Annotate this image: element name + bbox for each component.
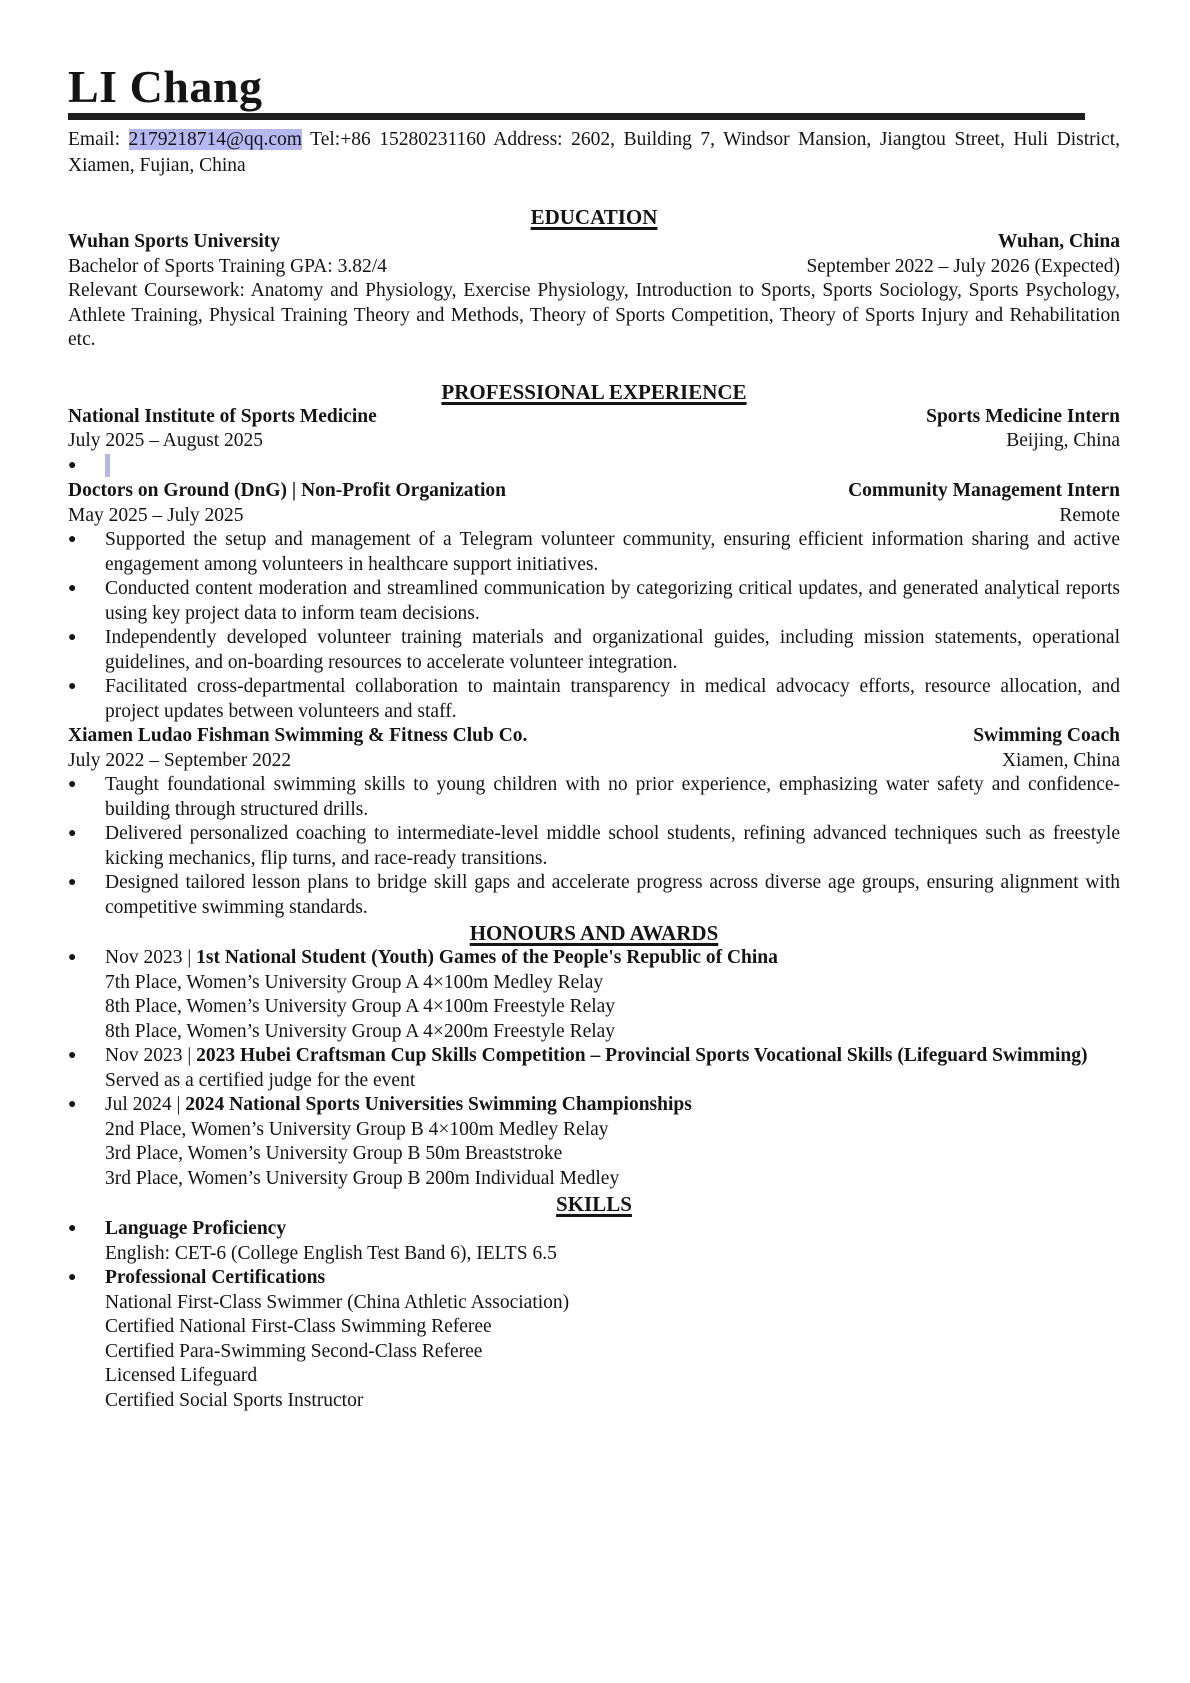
skill-group-title: Language Proficiency xyxy=(105,1218,287,1239)
company-name: National Institute of Sports Medicine xyxy=(68,405,377,427)
award-item xyxy=(68,946,1120,971)
honours-heading-text: HONOURS AND AWARDS xyxy=(469,921,719,945)
bullet-icon: ● xyxy=(68,875,77,890)
skills-section xyxy=(68,1191,1120,1413)
job-dates: July 2025 – August 2025 xyxy=(68,430,264,451)
experience-heading xyxy=(68,379,1120,405)
job-role: Sports Medicine Intern xyxy=(926,405,1120,427)
award-detail: Served as a certified judge for the event xyxy=(105,1069,416,1091)
contact-rest: Tel:+86 15280231160 Address: 2602, Building 7, Windsor Mansion, Jiangtou Street, Huli District, Xiamen, Fujian, China xyxy=(68,129,1120,176)
job-location: Remote xyxy=(1059,504,1120,526)
email-highlighted-text: 2179218714@qq.com xyxy=(128,129,302,150)
skill-line: English: CET-6 (College English Test Band 6), IELTS 6.5 xyxy=(105,1242,557,1264)
job-company-row xyxy=(68,479,1120,504)
experience-heading-text: PROFESSIONAL EXPERIENCE xyxy=(441,379,747,404)
award-detail: 3rd Place, Women’s University Group B 50m Breaststroke xyxy=(105,1143,563,1164)
education-dates: September 2022 – July 2026 (Expected) xyxy=(806,255,1120,277)
bullet-text: Taught foundational swimming skills to young children with no prior experience, emphasizing water safety and confidence-building through structured drills. xyxy=(105,774,1120,820)
bullet-icon: ● xyxy=(68,1221,77,1236)
award-item xyxy=(68,1093,1120,1118)
bullet-item xyxy=(68,675,1120,724)
award-date: Nov 2023 | xyxy=(105,947,197,968)
text-cursor xyxy=(105,454,110,477)
skills-heading xyxy=(68,1191,1120,1217)
bullet-text: Designed tailored lesson plans to bridge skill gaps and accelerate progress across diverse age groups, ensuring alignment with competitive swimming standards. xyxy=(105,872,1120,918)
skill-line: Licensed Lifeguard xyxy=(105,1365,258,1386)
bullet-item xyxy=(68,822,1120,871)
skill-line: Certified National First-Class Swimming Referee xyxy=(105,1316,492,1337)
bullet-icon: ● xyxy=(68,630,77,645)
bullet-item xyxy=(68,577,1120,626)
experience-section xyxy=(68,379,1120,921)
bullet-item xyxy=(68,773,1120,822)
bullet-icon: ● xyxy=(68,826,77,841)
bullet-icon: ● xyxy=(68,532,77,547)
bullet-icon: ● xyxy=(68,1048,77,1063)
honours-section xyxy=(68,920,1120,1191)
bullet-text: Independently developed volunteer training materials and organizational guides, including mission statements, operational guidelines, and on-boarding resources to accelerate volunteer integration. xyxy=(105,627,1120,673)
job-dates: May 2025 – July 2025 xyxy=(68,504,244,526)
job-role: Swimming Coach xyxy=(973,725,1120,746)
bullet-icon: ● xyxy=(68,581,77,596)
award-detail: 8th Place, Women’s University Group A 4×200m Freestyle Relay xyxy=(105,1020,616,1042)
bullet-text: Delivered personalized coaching to intermediate-level middle school students, refining advanced techniques such as freestyle kicking mechanics, flip turns, and race-ready transitions. xyxy=(105,823,1120,869)
job-dates: July 2022 – September 2022 xyxy=(68,749,292,771)
award-detail: 3rd Place, Women’s University Group B 200m Individual Medley xyxy=(105,1167,620,1189)
bullet-item xyxy=(68,871,1120,920)
company-name: Doctors on Ground (DnG) | Non-Profit Organization xyxy=(68,480,506,501)
bullet-icon: ● xyxy=(68,457,77,473)
award-line xyxy=(105,946,1120,971)
education-school-row xyxy=(68,230,1120,255)
bullet-item-empty xyxy=(68,454,1120,480)
email-label: Email: xyxy=(68,129,129,150)
award-line xyxy=(105,1093,1120,1118)
degree-text: Bachelor of Sports Training GPA: 3.82/4 xyxy=(68,255,387,277)
job-company-row xyxy=(68,405,1120,430)
name-underline-rule xyxy=(68,62,1085,120)
skill-group xyxy=(68,1217,1120,1242)
award-detail: 2nd Place, Women’s University Group B 4×100m Medley Relay xyxy=(105,1118,609,1140)
job-dates-row xyxy=(68,504,1120,529)
skill-line: Certified Para-Swimming Second-Class Referee xyxy=(105,1340,483,1362)
education-section xyxy=(68,204,1120,353)
skill-line: National First-Class Swimmer (China Athletic Association) xyxy=(105,1291,570,1313)
education-heading xyxy=(68,204,1120,230)
bullet-text: Conducted content moderation and streamlined communication by categorizing critical updates, and generated analytical reports using key project data to inform team decisions. xyxy=(105,578,1120,624)
company-name: Xiamen Ludao Fishman Swimming & Fitness Club Co. xyxy=(68,725,528,746)
bullet-icon: ● xyxy=(68,679,77,694)
job-company-row xyxy=(68,724,1120,749)
award-date: Jul 2024 | xyxy=(105,1094,186,1115)
honours-heading xyxy=(68,920,1120,946)
bullet-item xyxy=(68,528,1120,577)
resume-name: LI Chang xyxy=(68,61,263,112)
bullet-icon: ● xyxy=(68,1270,77,1285)
award-line xyxy=(105,1044,1120,1069)
bullet-icon: ● xyxy=(68,950,77,965)
job-dates-row xyxy=(68,749,1120,774)
bullet-item xyxy=(68,626,1120,675)
coursework-paragraph: Relevant Coursework: Anatomy and Physiology, Exercise Physiology, Introduction to Sports, Sports Sociology, Sports Psychology, Athlete Training, Physical Training Theory and Methods, Theory of Sports Competition, Theory of Sports Injury and Rehabilitation etc. xyxy=(68,280,1120,350)
award-item xyxy=(68,1044,1120,1069)
skill-group xyxy=(68,1266,1120,1291)
bullet-icon: ● xyxy=(68,777,77,792)
award-title: 2024 National Sports Universities Swimming Championships xyxy=(185,1094,692,1115)
skills-heading-text: SKILLS xyxy=(556,1192,632,1216)
job-location: Xiamen, China xyxy=(1001,749,1120,771)
empty-bullet-text xyxy=(105,454,1120,480)
job-location: Beijing, China xyxy=(1006,430,1120,451)
education-degree-row xyxy=(68,255,1120,280)
education-heading-text: EDUCATION xyxy=(530,205,658,229)
bullet-text: Facilitated cross-departmental collaboration to maintain transparency in medical advocacy efforts, resource allocation, and project updates between volunteers and staff. xyxy=(105,676,1120,722)
school-name: Wuhan Sports University xyxy=(68,231,281,252)
bullet-icon: ● xyxy=(68,1097,77,1112)
award-detail: 8th Place, Women’s University Group A 4×100m Freestyle Relay xyxy=(105,996,616,1017)
award-title: 2023 Hubei Craftsman Cup Skills Competition – Provincial Sports Vocational Skills (Lifeguard Swimming) xyxy=(196,1045,1088,1066)
bullet-text: Supported the setup and management of a Telegram volunteer community, ensuring efficient information sharing and active engagement among volunteers in healthcare support initiatives. xyxy=(105,529,1120,575)
school-location: Wuhan, China xyxy=(997,231,1120,252)
award-title: 1st National Student (Youth) Games of the People's Republic of China xyxy=(196,947,778,968)
skill-group-title: Professional Certifications xyxy=(105,1267,326,1288)
job-dates-row xyxy=(68,429,1120,454)
award-detail: 7th Place, Women’s University Group A 4×100m Medley Relay xyxy=(105,971,604,993)
job-role: Community Management Intern xyxy=(848,480,1120,501)
contact-line xyxy=(68,127,1120,178)
award-date: Nov 2023 | xyxy=(105,1045,197,1066)
skill-line: Certified Social Sports Instructor xyxy=(105,1389,364,1411)
